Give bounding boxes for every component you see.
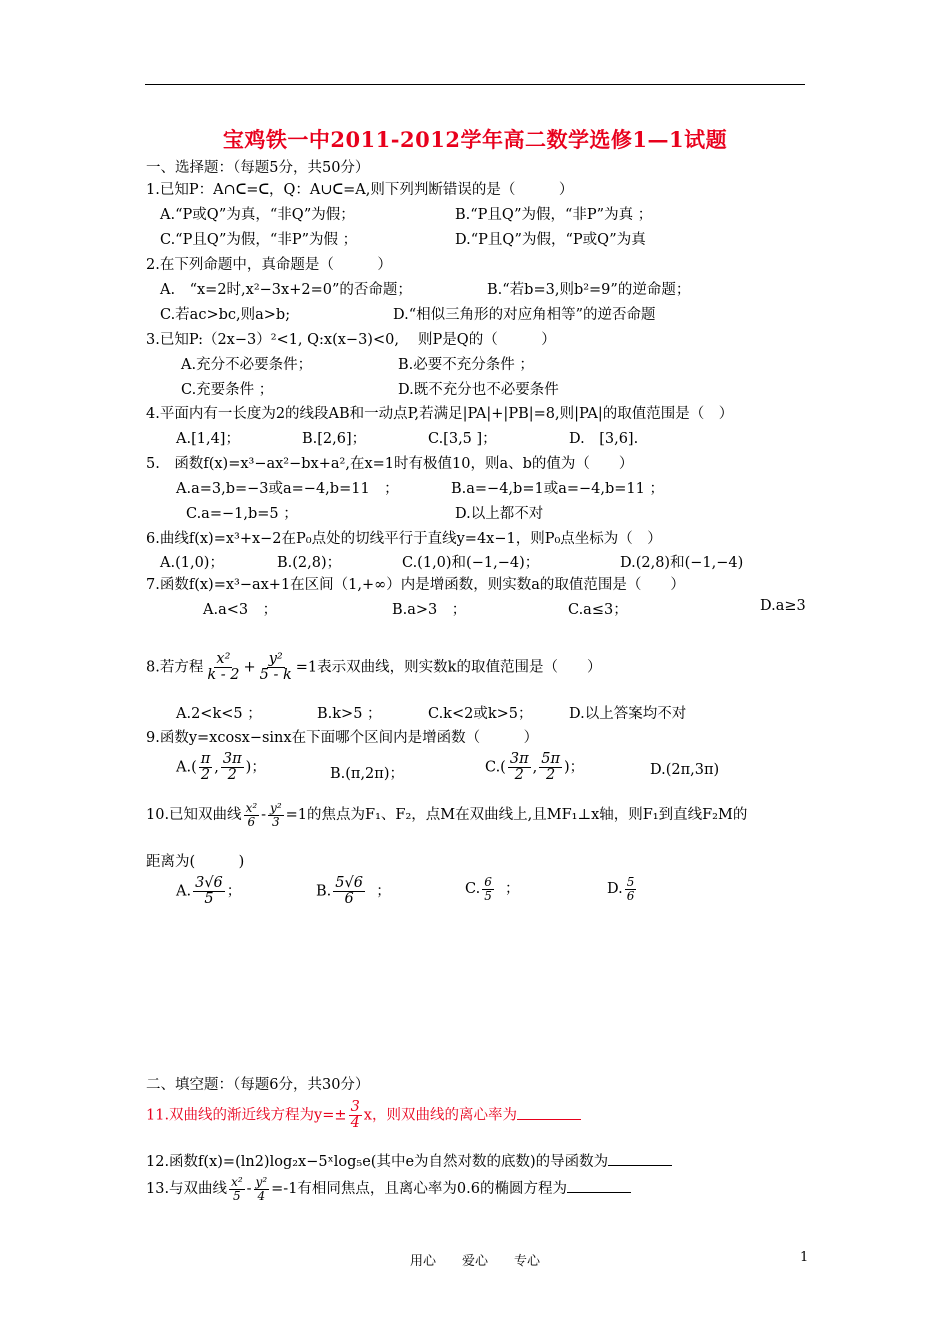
question-2-option-a: A. “x=2时,x²−3x+2=0”的否命题；: [160, 282, 412, 298]
fraction-3pi-over-2-c: $\frac{3\pi}{2}$: [509, 751, 529, 784]
question-6-option-a: A.(1,0)；: [160, 555, 224, 571]
question-7-option-c: C.a≤3；: [568, 602, 628, 618]
question-4-option-d: D. [3,6].: [569, 431, 639, 447]
fraction-y2-over-4: $\frac{\text{y²}}{4}$: [255, 1175, 268, 1203]
question-10-stem: 10.已知双曲线 $\frac{\text{x²}}{6}$ - $\frac{\text{y²}}{3}$ =1的焦点为F₁、F₂，点M在双曲线上,且MF₁⊥x轴，则F₁到直线F₂M的: [146, 801, 748, 829]
question-6-stem: 6.曲线f(x)=x³+x−2在P₀点处的切线平行于直线y=4x−1，则P₀点坐标为（ ）: [146, 531, 662, 547]
question-5-option-a: A.a=3,b=−3或a=−4,b=11 ；: [176, 481, 399, 497]
question-11: 11.双曲线的渐近线方程为y=± $\frac{3}{4}$ x，则双曲线的离心率为: [146, 1100, 581, 1131]
question-10-option-d: D. $\frac{5}{6}$: [607, 875, 635, 903]
question-3-option-a: A.充分不必要条件；: [181, 357, 313, 373]
question-5-option-b: B.a=−4,b=1或a=−4,b=11 ；: [451, 481, 664, 497]
fraction-x2-over-6: $\frac{\text{x²}}{6}$: [245, 801, 258, 829]
question-5-stem: 5. 函数f(x)=x³−ax²−bx+a²,在x=1时有极值10，则a、b的值为（ ）: [146, 456, 634, 472]
question-8-option-d: D.以上答案均不对: [569, 706, 687, 722]
question-10-stem-line2: 距离为( ): [146, 854, 245, 870]
question-9-stem: 9.函数y=xcosx−sinx在下面哪个区间内是增函数（ ）: [146, 730, 539, 746]
question-6-option-d: D.(2,8)和(−1,−4): [620, 555, 744, 571]
question-10-option-b: B. $\frac{5√6}{6}$ ；: [316, 875, 391, 908]
question-1-option-d: D.“P且Q”为假，“P或Q”为真: [455, 232, 646, 248]
question-2-option-c: C.若ac>bc,则a>b;: [160, 307, 291, 323]
question-5-option-c: C.a=−1,b=5 ；: [186, 506, 298, 522]
question-3-option-c: C.充要条件 ；: [181, 382, 274, 398]
header-rule: [145, 84, 805, 85]
question-7-option-b: B.a>3 ；: [392, 602, 467, 618]
page-number: 1: [800, 1250, 809, 1265]
question-6-option-b: B.(2,8)；: [277, 555, 342, 571]
question-10-option-c: C. $\frac{6}{5}$ ；: [465, 875, 520, 903]
question-4-option-c: C.[3,5 ]；: [428, 431, 497, 447]
question-1-option-c: C.“P且Q”为假，“非P”为假 ；: [160, 232, 358, 248]
fraction-y2-over-3: $\frac{\text{y²}}{3}$: [270, 801, 282, 829]
question-7-stem: 7.函数f(x)=x³−ax+1在区间（1,+∞）内是增函数，则实数a的取值范围是（ ）: [146, 577, 685, 593]
page-title: 宝鸡铁一中2011-2012学年高二数学选修1—1试题: [222, 127, 728, 152]
fraction-5root6-over-6: $\frac{5√6}{6}$: [335, 875, 363, 908]
question-7-option-a: A.a<3 ；: [203, 602, 278, 618]
question-2-option-d: D.“相似三角形的对应角相等”的逆否命题: [393, 307, 656, 323]
question-8-option-a: A.2<k<5 ；: [176, 706, 262, 722]
question-7-option-d: D.a≥3: [760, 598, 806, 614]
fraction-6-over-5: $\frac{6}{5}$: [484, 875, 492, 903]
question-10-option-a: A. $\frac{3√6}{5}$ ；: [176, 875, 242, 908]
fraction-y2-over-5-k: $\frac{\text{y²}}{5 - k}$: [259, 651, 292, 684]
question-8-option-b: B.k>5 ；: [317, 706, 382, 722]
question-3-stem: 3.已知P:（2x−3）²<1, Q:x(x−3)<0, 则P是Q的（ ）: [146, 332, 556, 348]
question-1-option-b: B.“P且Q”为假，“非P”为真 ；: [455, 207, 653, 223]
fraction-5pi-over-2: $\frac{5\pi}{2}$: [541, 751, 560, 784]
question-4-option-a: A.[1,4]；: [176, 431, 240, 447]
question-9-option-a: A.( $\frac{\pi}{2}$ , $\frac{3\pi}{2}$ )；: [176, 751, 266, 784]
answer-blank: [608, 1151, 672, 1166]
page-footer: 用心 爱心 专心: [409, 1254, 540, 1269]
answer-blank: [517, 1105, 581, 1120]
question-2-stem: 2.在下列命题中，真命题是（ ）: [146, 257, 392, 273]
question-9-option-d: D.(2π,3π): [650, 762, 720, 778]
fraction-pi-over-2: $\frac{\pi}{2}$: [200, 751, 211, 784]
question-8-stem: 8.若方程 $\frac{\text{x²}}{k - 2}$ + $\frac{\text{y²}}{5 - k}$ =1表示双曲线，则实数k的取值范围是（ ）: [146, 651, 602, 684]
section-heading-fill-in: 二、填空题：（每题6分，共30分）: [146, 1077, 370, 1093]
section-heading-choice: 一、选择题：（每题5分，共50分）: [146, 160, 370, 176]
question-9-option-b: B.(π,2π)；: [330, 766, 404, 782]
question-6-option-c: C.(1,0)和(−1,−4)；: [402, 555, 540, 571]
fraction-3root6-over-5: $\frac{3√6}{5}$: [195, 875, 223, 908]
fraction-3-over-4: $\frac{3}{4}$: [350, 1099, 360, 1132]
question-9-option-c: C.( $\frac{3\pi}{2}$ , $\frac{5\pi}{2}$ )；: [485, 751, 585, 784]
question-3-option-b: B.必要不充分条件 ；: [398, 357, 534, 373]
question-13: 13.与双曲线 $\frac{\text{x²}}{5}$ - $\frac{\text{y²}}{4}$ =-1有相同焦点，且离心率为0.6的椭圆方程为: [146, 1176, 631, 1202]
fraction-5-over-6: $\frac{5}{6}$: [626, 875, 635, 903]
question-2-option-b: B.“若b=3,则b²=9”的逆命题；: [487, 282, 691, 298]
question-1-option-a: A.“P或Q”为真，“非Q”为假；: [160, 207, 355, 223]
question-5-option-d: D.以上都不对: [455, 506, 544, 522]
question-4-stem: 4.平面内有一长度为2的线段AB和一动点P,若满足|PA|+|PB|=8,则|PA|的取值范围是（ ）: [146, 406, 734, 422]
fraction-x2-over-k-2: $\frac{\text{x²}}{k - 2}$: [207, 651, 240, 684]
question-3-option-d: D.既不充分也不必要条件: [398, 382, 559, 398]
question-12: 12.函数f(x)=(ln2)log₂x−5ˣlog₅e(其中e为自然对数的底数)的导函数为: [146, 1150, 672, 1171]
fraction-x2-over-5: $\frac{\text{x²}}{5}$: [231, 1175, 243, 1203]
question-1-stem: 1.已知P：A∩ᑕ=ᑕ，Q：A∪ᑕ=A,则下列判断错误的是（ ）: [146, 182, 574, 198]
question-8-option-c: C.k<2或k>5；: [428, 706, 533, 722]
answer-blank: [567, 1178, 631, 1193]
question-4-option-b: B.[2,6]；: [302, 431, 367, 447]
fraction-3pi-over-2: $\frac{3\pi}{2}$: [222, 751, 242, 784]
